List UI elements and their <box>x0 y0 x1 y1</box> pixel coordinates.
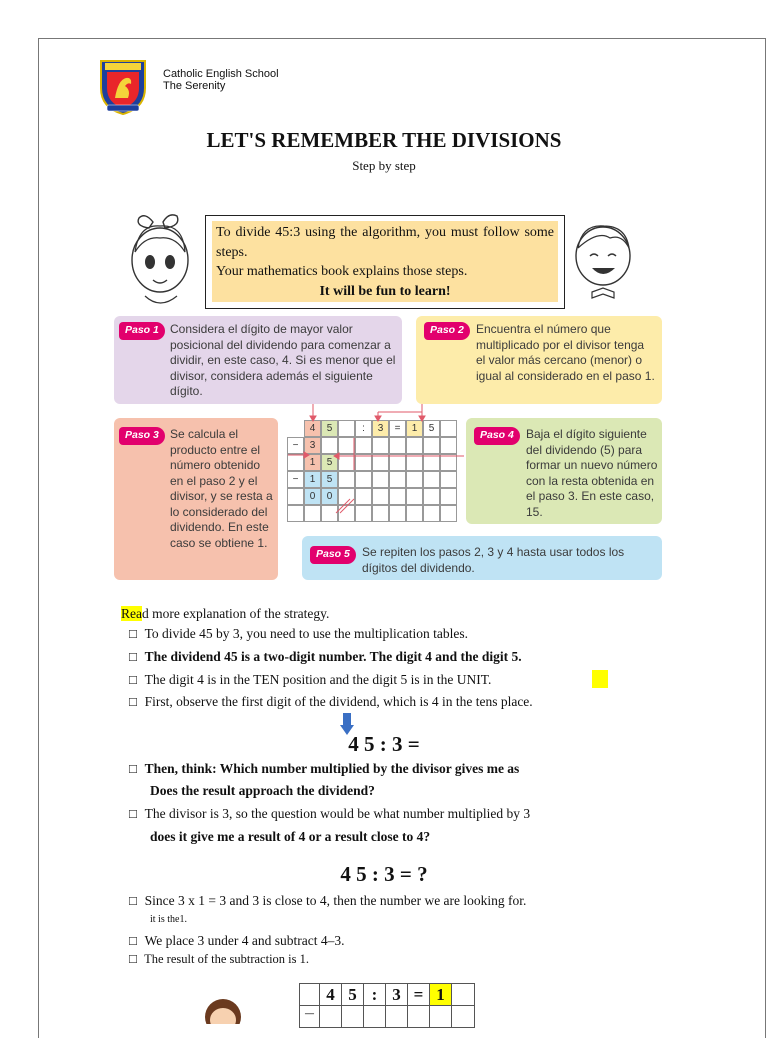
equation-1: 4 5 : 3 = <box>348 732 420 756</box>
grid-cell: 5 <box>423 420 440 437</box>
grid-cell: 1 <box>406 420 423 437</box>
paso-5-text: Se repiten los pasos 2, 3 y 4 hasta usar todos los dígitos del dividendo. <box>362 545 625 575</box>
bullet-4-text: First, observe the first digit of the dividend, which is 4 in the tens place. <box>144 694 533 709</box>
grid-cell: 0 <box>321 488 338 505</box>
grid-cell: 5 <box>321 454 338 471</box>
bullet-5-cont: Does the result approach the dividend? <box>150 783 375 798</box>
bullet-7-cont: it is the1. <box>150 914 187 925</box>
read-rest: d more explanation of the strategy. <box>142 606 330 621</box>
bottom-grid-cell: 1 <box>429 983 452 1006</box>
grid-cell: 5 <box>321 420 338 437</box>
grid-cell: 1 <box>304 454 321 471</box>
bullet-icon: ☐ <box>128 696 138 709</box>
bullet-icon: ☐ <box>128 808 138 821</box>
bottom-grid-cell: 5 <box>341 983 364 1006</box>
bullet-6 <box>128 805 530 824</box>
grid-cell: 5 <box>321 471 338 488</box>
bullet-4 <box>128 693 533 712</box>
bottom-grid-cell: : <box>363 983 386 1006</box>
equation-2: 4 5 : 3 = ? <box>340 862 428 886</box>
paso-3-badge: Paso 3 <box>119 427 165 445</box>
grid-cell: 3 <box>372 420 389 437</box>
bullet-1 <box>128 625 468 644</box>
bullet-icon: ☐ <box>128 651 138 664</box>
school-name: Catholic English School <box>163 68 279 80</box>
paso-3-text: Se calcula el producto entre el número obtenido en el paso 2 y el divisor, y se resta a lo considerado del dividendo. En este caso se obtiene 1. <box>170 427 273 550</box>
paso-1-badge: Paso 1 <box>119 322 165 340</box>
bullet-6-text: The divisor is 3, so the question would be what number multiplied by 3 <box>144 806 531 821</box>
paso-4-text: Baja el dígito siguiente del dividendo (5) para formar un nuevo número con la resta obtenida en el paso 3. En este caso, 15. <box>526 427 658 519</box>
grid-cell: − <box>287 437 304 454</box>
bullet-7 <box>128 892 526 911</box>
bullet-8-text: We place 3 under 4 and subtract 4–3. <box>144 933 345 948</box>
grid-cell: 4 <box>304 420 321 437</box>
bullet-2-text: The dividend 45 is a two-digit number. The digit 4 and the digit 5. <box>144 649 522 664</box>
paso-3-panel <box>114 418 278 580</box>
bullet-icon: ☐ <box>128 935 138 948</box>
paso-5-badge: Paso 5 <box>310 546 356 564</box>
bullet-1-text: To divide 45 by 3, you need to use the multiplication tables. <box>144 626 468 641</box>
intro-box <box>205 215 565 309</box>
grid-cell: 1 <box>304 471 321 488</box>
bottom-grid <box>299 983 477 1024</box>
paso-2-badge: Paso 2 <box>424 322 470 340</box>
paso-4-panel <box>466 418 662 524</box>
grid-arrows <box>280 402 470 532</box>
page-title: LET'S REMEMBER THE DIVISIONS <box>206 128 562 152</box>
bullet-3 <box>128 671 491 690</box>
paso-2-text: Encuentra el número que multiplicado por el divisor tenga el valor más cercano (menor) o igual al considerado en el paso 1. <box>476 322 655 383</box>
intro-line-2: Your mathematics book explains those steps. <box>216 264 468 279</box>
bottom-grid-cell: 3 <box>385 983 408 1006</box>
boy-cartoon-icon <box>570 218 636 302</box>
bullet-5 <box>128 760 519 779</box>
school-crest-icon <box>98 58 148 116</box>
bullet-icon: ☐ <box>128 628 138 641</box>
paso-1-panel <box>114 316 402 404</box>
intro-line-1: To divide 45:3 using the algorithm, you must follow some steps. <box>216 225 554 260</box>
school-campus: The Serenity <box>163 80 226 92</box>
paso-1-text: Considera el dígito de mayor valor posicional del dividendo para comenzar a dividir, en este caso, 4. Si es menor que el divisor, considera además el siguiente dígito. <box>170 322 396 398</box>
bullet-7-text: Since 3 x 1 = 3 and 3 is close to 4, then the number we are looking for. <box>144 893 527 908</box>
bullet-5-text: Then, think: Which number multiplied by the divisor gives me as <box>144 761 520 776</box>
read-more-line <box>121 605 329 623</box>
girl-reading-cartoon-icon <box>200 995 246 1024</box>
bullet-9 <box>128 950 309 969</box>
page-subtitle: Step by step <box>352 158 416 173</box>
grid-cell: − <box>287 471 304 488</box>
grid-cell: : <box>355 420 372 437</box>
bullet-6-cont: does it give me a result of 4 or a result close to 4? <box>150 829 431 844</box>
paso-4-badge: Paso 4 <box>474 427 520 445</box>
intro-bold: It will be fun to learn! <box>319 283 451 299</box>
bullet-2 <box>128 648 522 667</box>
grid-cell: = <box>389 420 406 437</box>
girl-cartoon-icon <box>125 212 197 310</box>
bullet-icon: ☐ <box>128 953 138 966</box>
bullet-8 <box>128 932 344 951</box>
paso-5-panel <box>302 536 662 580</box>
grid-cell: 3 <box>304 437 321 454</box>
grid-cell: 0 <box>304 488 321 505</box>
bottom-grid-minus: — <box>299 1005 320 1028</box>
bullet-icon: ☐ <box>128 674 138 687</box>
bottom-grid-cell: 4 <box>319 983 342 1006</box>
bullet-icon: ☐ <box>128 895 138 908</box>
paso-2-panel <box>416 316 662 404</box>
bullet-3-text: The digit 4 is in the TEN position and the digit 5 is in the UNIT. <box>144 672 492 687</box>
yellow-highlight-mark <box>592 670 608 688</box>
bullet-icon: ☐ <box>128 763 138 776</box>
read-highlight: Rea <box>121 606 142 621</box>
bullet-9-text: The result of the subtraction is 1. <box>144 952 310 966</box>
bottom-grid-cell: = <box>407 983 430 1006</box>
